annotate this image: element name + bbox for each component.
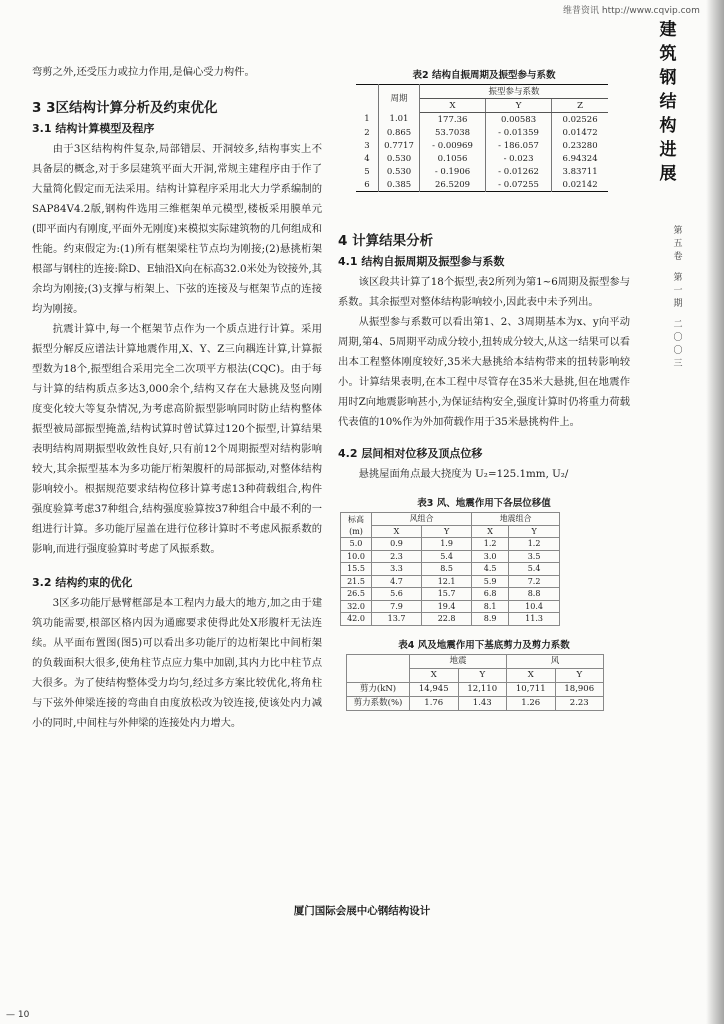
side-char: 建 — [659, 20, 677, 40]
table-cell: 7.9 — [372, 600, 422, 613]
table-cell: - 0.1906 — [420, 165, 486, 178]
table-cell: 0.530 — [379, 152, 420, 165]
table-cell: 8.9 — [472, 613, 509, 626]
table-row — [356, 178, 608, 192]
side-char: 构 — [659, 116, 677, 136]
table-cell: 19.4 — [422, 600, 472, 613]
table-cell: 8.8 — [509, 588, 560, 601]
table-header: 地震组合 — [472, 513, 560, 526]
table-cell: 4.5 — [472, 563, 509, 576]
table-cell: 8.5 — [422, 563, 472, 576]
table-header: X — [372, 525, 422, 538]
table-cell: 3 — [356, 139, 379, 152]
table-row — [341, 588, 560, 601]
table-cell: 0.23280 — [562, 140, 598, 151]
table-header: Y — [555, 668, 604, 682]
page-number: — 10 — [6, 1010, 30, 1020]
table-row — [341, 538, 560, 551]
table-row — [341, 550, 560, 563]
table-cell: 0.7717 — [379, 139, 420, 152]
table-cell: 26.5 — [341, 588, 372, 601]
table-cell: 1.2 — [472, 538, 509, 551]
table-row — [356, 126, 608, 139]
table-cell: 12.1 — [422, 575, 472, 588]
table2 — [356, 84, 608, 192]
table-cell: 5.4 — [509, 563, 560, 576]
table-cell: 1.43 — [458, 696, 507, 710]
paragraph: 抗震计算中,每一个框架节点作为一个质点进行计算。采用振型分解反应谱法计算地震作用,X、Y、Z三向耦连计算,计算振型数为18个,振型组合采用完全二次项平方根法(CQC)。由于每与计算的结构质点多达3,000余个,结构又存在大悬挑及竖向刚度变化较大等复杂情况,为考虑高阶振型影响同时防止结构整体振型被局部振型掩盖,结构试算时曾试算过120个振型,计算结果表明结构周期振型收敛性良好,只有前12个周期振型对结构影响较大,其余振型基本为多功能厅桁架腹杆的局部振动,对整体结构影响较小。根据规范要求结构位移计算考虑13种荷载组合,构件强度验算考虑37种组合,结构强度验算按37种组合中最不利的一组进行计算。多功能厅屋盖在进行位移计算时不考虑风振系数的影响,而进行强度验算时考虑了风振系数。 — [32, 323, 322, 555]
table-header: X — [507, 668, 556, 682]
table-cell: 32.0 — [341, 600, 372, 613]
subsection-heading: 3.1 结构计算模型及程序 — [32, 122, 155, 135]
table-cell: 15.5 — [341, 563, 372, 576]
table-header: 风组合 — [372, 513, 472, 526]
table-cell: 剪力(kN) — [347, 682, 410, 696]
table3-caption: 表3 风、地震作用下各层位移值 — [417, 498, 551, 509]
table-cell: 1.26 — [507, 696, 556, 710]
paragraph: 该区段共计算了18个振型,表2所列为第1~6周期及振型参与系数。其余振型对整体结构影响较小,因此表中未予列出。 — [338, 276, 630, 308]
paragraph: 由于3区结构构件复杂,局部错层、开洞较多,结构事实上不具备层的概念,对于多层建筑平面大开洞,常规主建程序由于作了大量简化假定而无法采用。结构计算程序采用北大力学系编制的SAP84V4.2版,钢构件选用三维框架单元模型,楼板采用膜单元(即平面内有刚度,平面外无刚度)来模拟实际建筑物的几何组成和性能。约束假定为:(1)所有框架梁柱节点均为刚接;(2)悬挑桁架根部与钢柱的连接:除D、E轴沿X向在标高32.0米处为铰接外,其余均为刚接;(3)支撑与桁架上、下弦的连接及与框架节点的连接均为刚接。 — [32, 143, 322, 315]
table-cell: 0.00583 — [486, 113, 552, 127]
table-cell: 2 — [356, 126, 379, 139]
side-char: 筑 — [659, 44, 677, 64]
issue-char: 卷 — [673, 252, 683, 262]
table-header: Y — [422, 525, 472, 538]
subsection-heading: 4.1 结构自振周期及振型参与系数 — [338, 255, 505, 268]
table-cell: 4.7 — [372, 575, 422, 588]
issue-char: 二 — [673, 320, 683, 330]
table-cell: 6.94324 — [562, 153, 598, 164]
issue-char: 三 — [673, 359, 683, 369]
table4 — [346, 654, 604, 711]
table-row — [341, 600, 560, 613]
table-cell: 0.02142 — [562, 179, 598, 190]
table-cell: 5.0 — [341, 538, 372, 551]
table-cell: 10,711 — [507, 682, 556, 696]
table-cell: 8.1 — [472, 600, 509, 613]
issue-char: 期 — [673, 299, 683, 309]
table-cell: 12,110 — [458, 682, 507, 696]
issue-char: 〇 — [673, 333, 683, 343]
table-header: 风 — [507, 654, 604, 668]
journal-side-title — [654, 18, 682, 186]
side-char: 进 — [659, 140, 677, 160]
table-cell: 21.5 — [341, 575, 372, 588]
side-char: 钢 — [659, 68, 677, 88]
left-column — [32, 62, 322, 733]
table-cell: 10.4 — [509, 600, 560, 613]
page-edge-shadow — [706, 0, 724, 1024]
table-cell: 10.0 — [341, 550, 372, 563]
table-header: Z — [552, 99, 608, 113]
table-cell: 15.7 — [422, 588, 472, 601]
running-footer: 厦门国际会展中心钢结构设计 — [293, 905, 431, 917]
table-row — [356, 165, 608, 178]
table-cell: - 0.07255 — [486, 178, 552, 192]
side-char: 结 — [659, 92, 677, 112]
table3 — [340, 512, 560, 626]
table-header: X — [420, 99, 486, 113]
table-cell: 7.2 — [509, 575, 560, 588]
table-header: 标高 — [341, 513, 372, 526]
table-header: 振型参与系数 — [420, 85, 609, 99]
table-cell: 0.530 — [379, 165, 420, 178]
issue-char: 一 — [673, 286, 683, 296]
table-cell: 4 — [356, 152, 379, 165]
table-cell: 0.02526 — [562, 114, 598, 125]
side-char: 展 — [659, 164, 677, 184]
table-cell: 3.5 — [509, 550, 560, 563]
table-cell: 18,906 — [555, 682, 604, 696]
table-row — [347, 696, 604, 710]
table-header — [356, 85, 379, 113]
table-cell: 0.1056 — [420, 152, 486, 165]
paragraph: 弯剪之外,还受压力或拉力作用,是偏心受力构件。 — [32, 66, 255, 78]
table-cell: 3.83711 — [562, 166, 598, 177]
paragraph: 3区多功能厅悬臂框部是本工程内力最大的地方,加之由于建筑功能需要,根部区格内因为通廊要求使得此处X形腹杆无法连续。从平面布置图(图5)可以看出多功能厅的边桁架比中间桁架的负载面积大很多,使角柱节点应力集中加剧,其内力比中柱节点大很多。为了使结构整体受力均匀,经过多方案比较优化,将角柱与下弦外伸梁连接的弯曲自由度放松改为铰连接,使该处内力减小的同时,中间柱与外伸梁的连接处内力增大。 — [32, 597, 322, 729]
table-header — [347, 654, 410, 682]
table-cell: 1 — [356, 113, 379, 127]
table-cell: - 0.00969 — [420, 139, 486, 152]
table-cell: 5 — [356, 165, 379, 178]
issue-char: 〇 — [673, 346, 683, 356]
table-row — [347, 682, 604, 696]
paragraph: 从振型参与系数可以看出第1、2、3周期基本为x、y向平动周期,第4、5周期平动成分较小,扭转成分较大,从这一结果可以看出本工程整体刚度较好,35米大悬挑给本结构带来的扭转影响较小。计算结果表明,在本工程中尽管存在35米大悬挑,但在地震作用时Z向地震影响甚小,为保证结构安全,强度计算时仍将重力荷载代表值的10%作为外加荷载作用于35米悬挑构件上。 — [338, 316, 630, 428]
table-cell: 2.23 — [555, 696, 604, 710]
table-header: Y — [458, 668, 507, 682]
table-cell: 13.7 — [372, 613, 422, 626]
issue-char: 第 — [673, 273, 683, 283]
table-cell: - 186.057 — [486, 139, 552, 152]
table-cell: 42.0 — [341, 613, 372, 626]
table-row — [356, 113, 608, 127]
table-cell: 11.3 — [509, 613, 560, 626]
table-cell: 0.385 — [379, 178, 420, 192]
table-cell: 14,945 — [410, 682, 459, 696]
table-header: 周期 — [379, 85, 420, 113]
table-cell: 6 — [356, 178, 379, 192]
issue-char: 五 — [673, 239, 683, 249]
table-cell: - 0.01262 — [486, 165, 552, 178]
table-cell: 177.36 — [420, 113, 486, 127]
table-cell: 3.0 — [472, 550, 509, 563]
table-cell: 26.5209 — [420, 178, 486, 192]
subsection-heading: 3.2 结构约束的优化 — [32, 576, 133, 589]
table-cell: 6.8 — [472, 588, 509, 601]
table-row — [341, 563, 560, 576]
table-cell: 剪力系数(%) — [347, 696, 410, 710]
table-header: Y — [486, 99, 552, 113]
table-header: (m) — [341, 525, 372, 538]
table-cell: 3.3 — [372, 563, 422, 576]
table-cell: - 0.01359 — [486, 126, 552, 139]
paragraph: 悬挑屋面角点最大挠度为 U₂=125.1mm, U₂/ — [358, 468, 569, 480]
table-cell: 0.9 — [372, 538, 422, 551]
table-header: Y — [509, 525, 560, 538]
table-row — [341, 613, 560, 626]
table-header: 地震 — [410, 654, 507, 668]
table-cell: 53.7038 — [420, 126, 486, 139]
table-row — [341, 575, 560, 588]
table2-caption: 表2 结构自振周期及振型参与系数 — [412, 70, 556, 81]
table-row — [356, 139, 608, 152]
table-header: X — [472, 525, 509, 538]
table-cell: 22.8 — [422, 613, 472, 626]
subsection-heading: 4.2 层间相对位移及顶点位移 — [338, 447, 483, 460]
table-cell: 2.3 — [372, 550, 422, 563]
table-cell: 0.01472 — [562, 127, 598, 138]
table-cell: 5.4 — [422, 550, 472, 563]
table-cell: 5.6 — [372, 588, 422, 601]
table-cell: 1.2 — [509, 538, 560, 551]
table-cell: 1.01 — [379, 113, 420, 127]
section-heading: 3 3区结构计算分析及约束优化 — [32, 100, 218, 116]
issue-char: 第 — [673, 226, 683, 236]
watermark: 维普资讯 http://www.cqvip.com — [563, 6, 700, 16]
table-cell: 5.9 — [472, 575, 509, 588]
table-row — [356, 152, 608, 165]
table-cell: 1.76 — [410, 696, 459, 710]
table-cell: 1.9 — [422, 538, 472, 551]
issue-label — [672, 225, 684, 371]
table4-caption: 表4 风及地震作用下基底剪力及剪力系数 — [398, 639, 570, 651]
table-cell: 0.865 — [379, 126, 420, 139]
section-heading: 4 计算结果分析 — [338, 233, 434, 249]
table-cell: - 0.023 — [486, 152, 552, 165]
right-column — [338, 62, 630, 711]
table-header: X — [410, 668, 459, 682]
